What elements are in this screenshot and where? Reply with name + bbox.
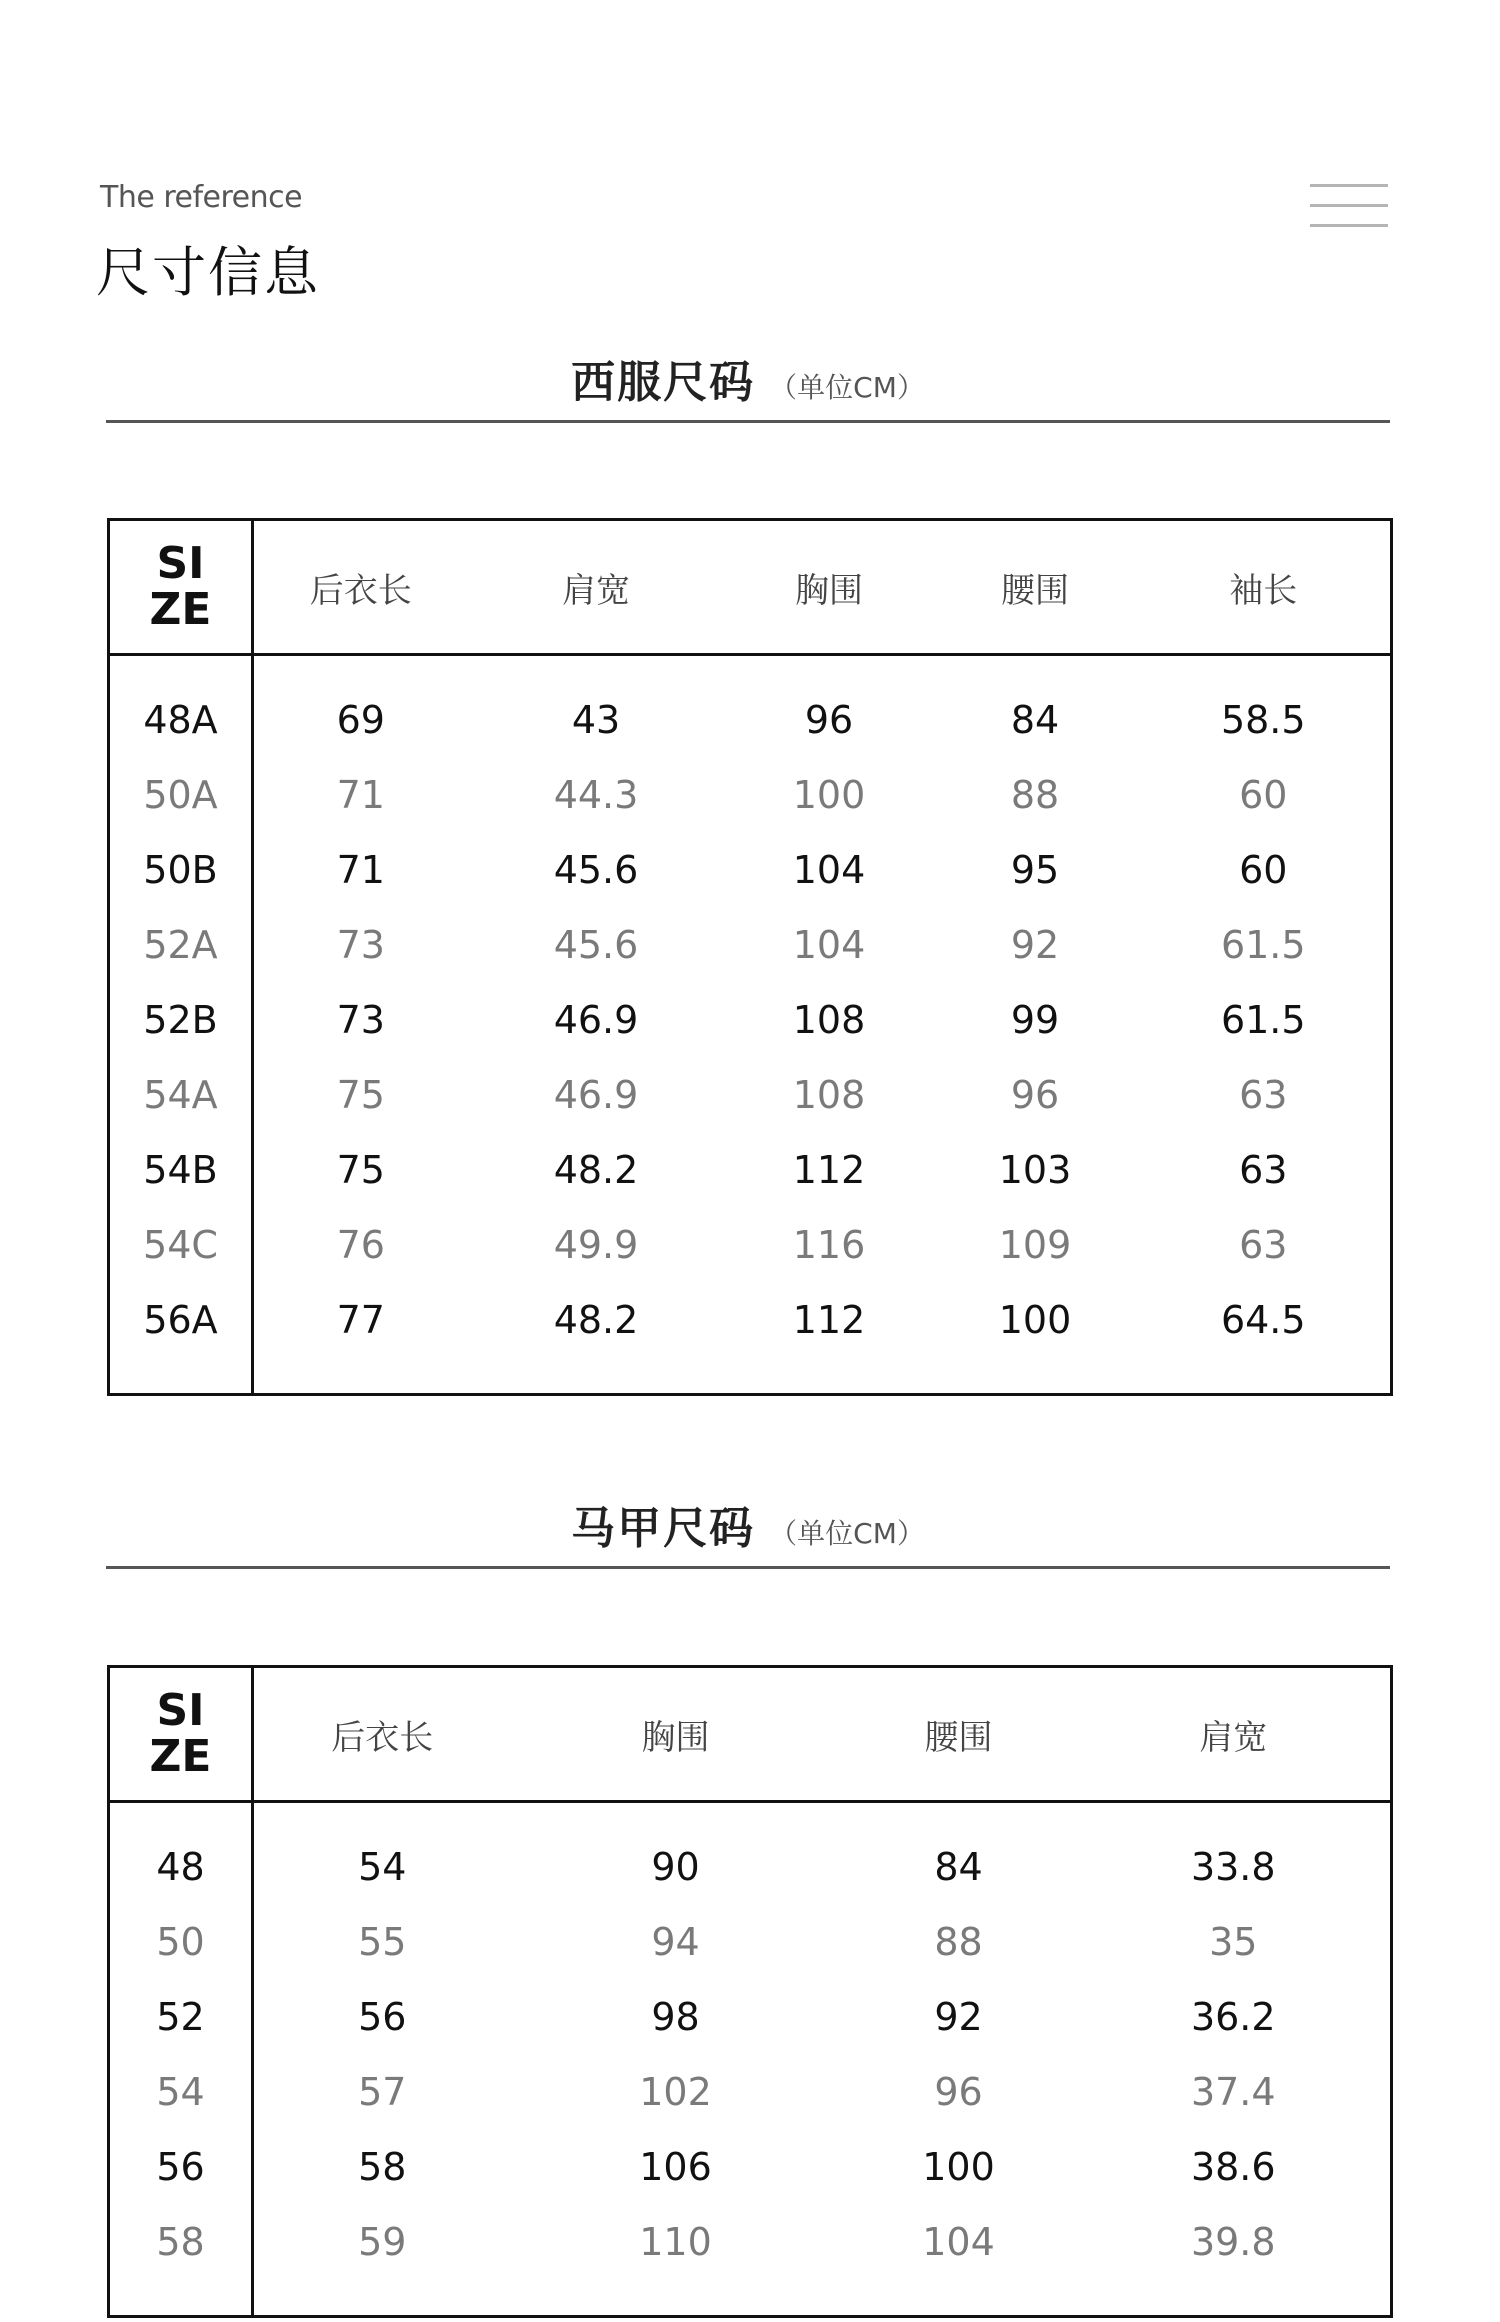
table-row — [109, 1207, 1392, 1282]
menu-line — [1310, 224, 1388, 227]
value-cell: 63 — [1239, 1147, 1288, 1192]
value-cell: 76 — [336, 1222, 385, 1267]
value-cell: 55 — [358, 1919, 407, 1964]
table-row — [109, 1132, 1392, 1207]
column-header: 肩宽 — [468, 520, 725, 655]
value-cell: 49.9 — [553, 1222, 639, 1267]
value-cell: 60 — [1239, 847, 1288, 892]
value-cell: 84 — [934, 1844, 983, 1889]
table-row — [109, 982, 1392, 1057]
menu-line — [1310, 184, 1388, 187]
value-cell: 46.9 — [553, 1072, 639, 1117]
value-cell: 108 — [792, 997, 866, 1042]
size-cell: 54B — [109, 1132, 253, 1207]
size-cell: 56 — [109, 2129, 253, 2204]
value-cell: 38.6 — [1190, 2144, 1276, 2189]
size-cell: 50A — [109, 757, 253, 832]
page-subtitle: The reference — [100, 180, 303, 215]
value-cell: 33.8 — [1190, 1844, 1276, 1889]
value-cell: 39.8 — [1190, 2219, 1276, 2264]
table-row — [109, 1282, 1392, 1357]
table-row — [109, 1904, 1392, 1979]
value-cell: 56 — [358, 1994, 407, 2039]
value-cell: 110 — [639, 2219, 712, 2264]
value-cell: 35 — [1209, 1919, 1258, 1964]
value-cell: 96 — [934, 2069, 983, 2114]
value-cell: 61.5 — [1220, 997, 1306, 1042]
value-cell: 104 — [792, 922, 866, 967]
value-cell: 112 — [792, 1297, 866, 1342]
column-header: 胸围 — [725, 520, 934, 655]
size-cell: 50 — [109, 1904, 253, 1979]
page-title: 尺寸信息 — [96, 241, 320, 304]
value-cell: 63 — [1239, 1072, 1288, 1117]
size-header-line2: ZE — [149, 1731, 212, 1782]
table-row — [109, 1979, 1392, 2054]
value-cell: 96 — [1010, 1072, 1060, 1117]
value-cell: 44.3 — [553, 772, 639, 817]
value-cell: 48.2 — [553, 1297, 639, 1342]
column-header: 胸围 — [511, 1667, 841, 1802]
value-cell: 104 — [792, 847, 866, 892]
table-row — [109, 907, 1392, 982]
value-cell: 116 — [792, 1222, 866, 1267]
value-cell: 102 — [639, 2069, 712, 2114]
value-cell: 43 — [571, 697, 621, 742]
value-cell: 64.5 — [1220, 1297, 1306, 1342]
suit-section-heading — [106, 336, 1390, 423]
value-cell: 92 — [1010, 922, 1060, 967]
vest-size-table — [107, 1665, 1393, 2318]
vest-unit-label: （单位CM） — [769, 1517, 925, 1550]
value-cell: 94 — [651, 1919, 700, 1964]
hamburger-menu-icon[interactable] — [1310, 182, 1388, 230]
value-cell: 63 — [1239, 1222, 1288, 1267]
value-cell: 71 — [336, 772, 385, 817]
value-cell: 108 — [792, 1072, 866, 1117]
size-cell: 56A — [109, 1282, 253, 1357]
suit-header-row — [109, 520, 1392, 655]
value-cell: 61.5 — [1220, 922, 1306, 967]
value-cell: 75 — [336, 1072, 385, 1117]
size-cell: 52 — [109, 1979, 253, 2054]
value-cell: 45.6 — [553, 847, 639, 892]
page-header — [0, 0, 1500, 320]
value-cell: 36.2 — [1190, 1994, 1276, 2039]
column-header: 后衣长 — [253, 1667, 511, 1802]
value-cell: 109 — [998, 1222, 1072, 1267]
table-row — [109, 2204, 1392, 2279]
value-cell: 104 — [922, 2219, 995, 2264]
size-cell: 48 — [109, 1829, 253, 1904]
suit-size-table — [107, 518, 1393, 1396]
suit-section-title: 西服尺码 — [571, 357, 756, 408]
value-cell: 37.4 — [1190, 2069, 1276, 2114]
value-cell: 112 — [792, 1147, 866, 1192]
suit-size-header — [109, 520, 253, 655]
value-cell: 59 — [358, 2219, 407, 2264]
value-cell: 54 — [358, 1844, 407, 1889]
table-row — [109, 2054, 1392, 2129]
vest-section-title: 马甲尺码 — [571, 1503, 756, 1554]
column-header: 腰围 — [841, 1667, 1077, 1802]
value-cell: 57 — [358, 2069, 407, 2114]
value-cell: 45.6 — [553, 922, 639, 967]
size-cell: 54A — [109, 1057, 253, 1132]
value-cell: 88 — [934, 1919, 983, 1964]
value-cell: 98 — [651, 1994, 700, 2039]
column-header: 肩宽 — [1077, 1667, 1392, 1802]
size-cell: 54C — [109, 1207, 253, 1282]
table-row — [109, 1057, 1392, 1132]
value-cell: 106 — [639, 2144, 712, 2189]
size-header-line2: ZE — [149, 584, 212, 635]
vest-size-header — [109, 1667, 253, 1802]
size-header-line1: SI — [156, 1685, 205, 1736]
table-row — [109, 2129, 1392, 2204]
vest-section-heading — [106, 1482, 1390, 1569]
value-cell: 58 — [358, 2144, 407, 2189]
menu-line — [1310, 204, 1388, 207]
value-cell: 60 — [1239, 772, 1288, 817]
size-cell: 52A — [109, 907, 253, 982]
value-cell: 84 — [1010, 697, 1060, 742]
value-cell: 92 — [934, 1994, 983, 2039]
value-cell: 88 — [1010, 772, 1060, 817]
vest-header-row — [109, 1667, 1392, 1802]
value-cell: 103 — [998, 1147, 1072, 1192]
value-cell: 99 — [1010, 997, 1060, 1042]
table-row — [109, 832, 1392, 907]
size-cell: 48A — [109, 682, 253, 757]
column-header: 后衣长 — [253, 520, 468, 655]
size-cell: 50B — [109, 832, 253, 907]
value-cell: 73 — [336, 997, 385, 1042]
value-cell: 69 — [336, 697, 385, 742]
value-cell: 100 — [998, 1297, 1072, 1342]
value-cell: 71 — [336, 847, 385, 892]
value-cell: 46.9 — [553, 997, 639, 1042]
value-cell: 58.5 — [1220, 697, 1306, 742]
value-cell: 48.2 — [553, 1147, 639, 1192]
value-cell: 90 — [651, 1844, 700, 1889]
column-header: 袖长 — [1137, 520, 1392, 655]
suit-unit-label: （单位CM） — [769, 371, 925, 404]
column-header: 腰围 — [934, 520, 1137, 655]
value-cell: 100 — [922, 2144, 995, 2189]
table-row — [109, 757, 1392, 832]
size-cell: 58 — [109, 2204, 253, 2279]
size-header-line1: SI — [156, 538, 205, 589]
value-cell: 95 — [1010, 847, 1060, 892]
value-cell: 100 — [792, 772, 866, 817]
table-row — [109, 1829, 1392, 1904]
value-cell: 75 — [336, 1147, 385, 1192]
table-row — [109, 682, 1392, 757]
value-cell: 73 — [336, 922, 385, 967]
size-cell: 54 — [109, 2054, 253, 2129]
value-cell: 96 — [804, 697, 854, 742]
size-cell: 52B — [109, 982, 253, 1057]
value-cell: 77 — [336, 1297, 385, 1342]
